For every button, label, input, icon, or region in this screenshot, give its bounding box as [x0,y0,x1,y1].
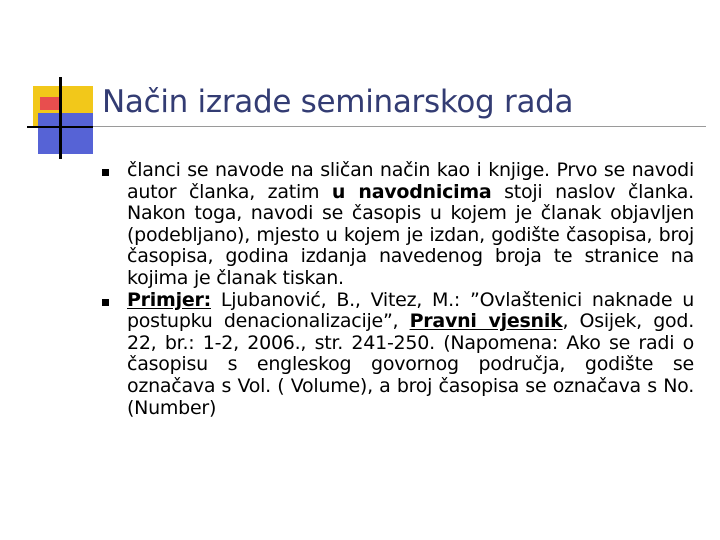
title-divider [93,126,706,127]
journal-name: Pravni vjesnik [409,310,563,333]
bullet-text: stoji naslov članka. Nakon toga, navodi se časopis u kojem je članak objavljen (podebljano), mjesto u kojem je izdan, godište časopisa, broj časopisa, godina izdanja navedenog broja te stranice na kojima je članak tiskan. [127,180,694,289]
bullet-item [96,290,694,420]
bullet-text: , Osijek, god. 22, br.: 1-2, 2006., str. 241-250. (Napomena: Ako se radi o časopisu s engleskog govornog područja, godište se označava s Vol. ( Volume), a broj časopisa se označava s No. (Number) [127,310,694,419]
logo-vertical-line [59,77,62,159]
square-bullet-icon [102,169,109,176]
bullet-text: Ljubanović, B., Vitez, M.: ”Ovlaštenici naknade u postupku denacionalizacije”, [127,288,694,333]
bullet-list [96,160,694,419]
decorative-logo-icon [0,0,100,170]
logo-red-square [40,97,60,110]
bullet-text: članci se navode na sličan način kao i knjige. Prvo se navodi autor članka, zatim [127,159,694,203]
bullet-item [96,160,694,290]
slide-title: Način izrade seminarskog rada [102,84,574,120]
logo-horizontal-line [27,126,93,128]
logo-blue-square [38,113,93,154]
bullet-text-bold: u navodnicima [331,180,492,203]
square-bullet-icon [102,299,109,306]
example-label: Primjer: [127,288,211,311]
